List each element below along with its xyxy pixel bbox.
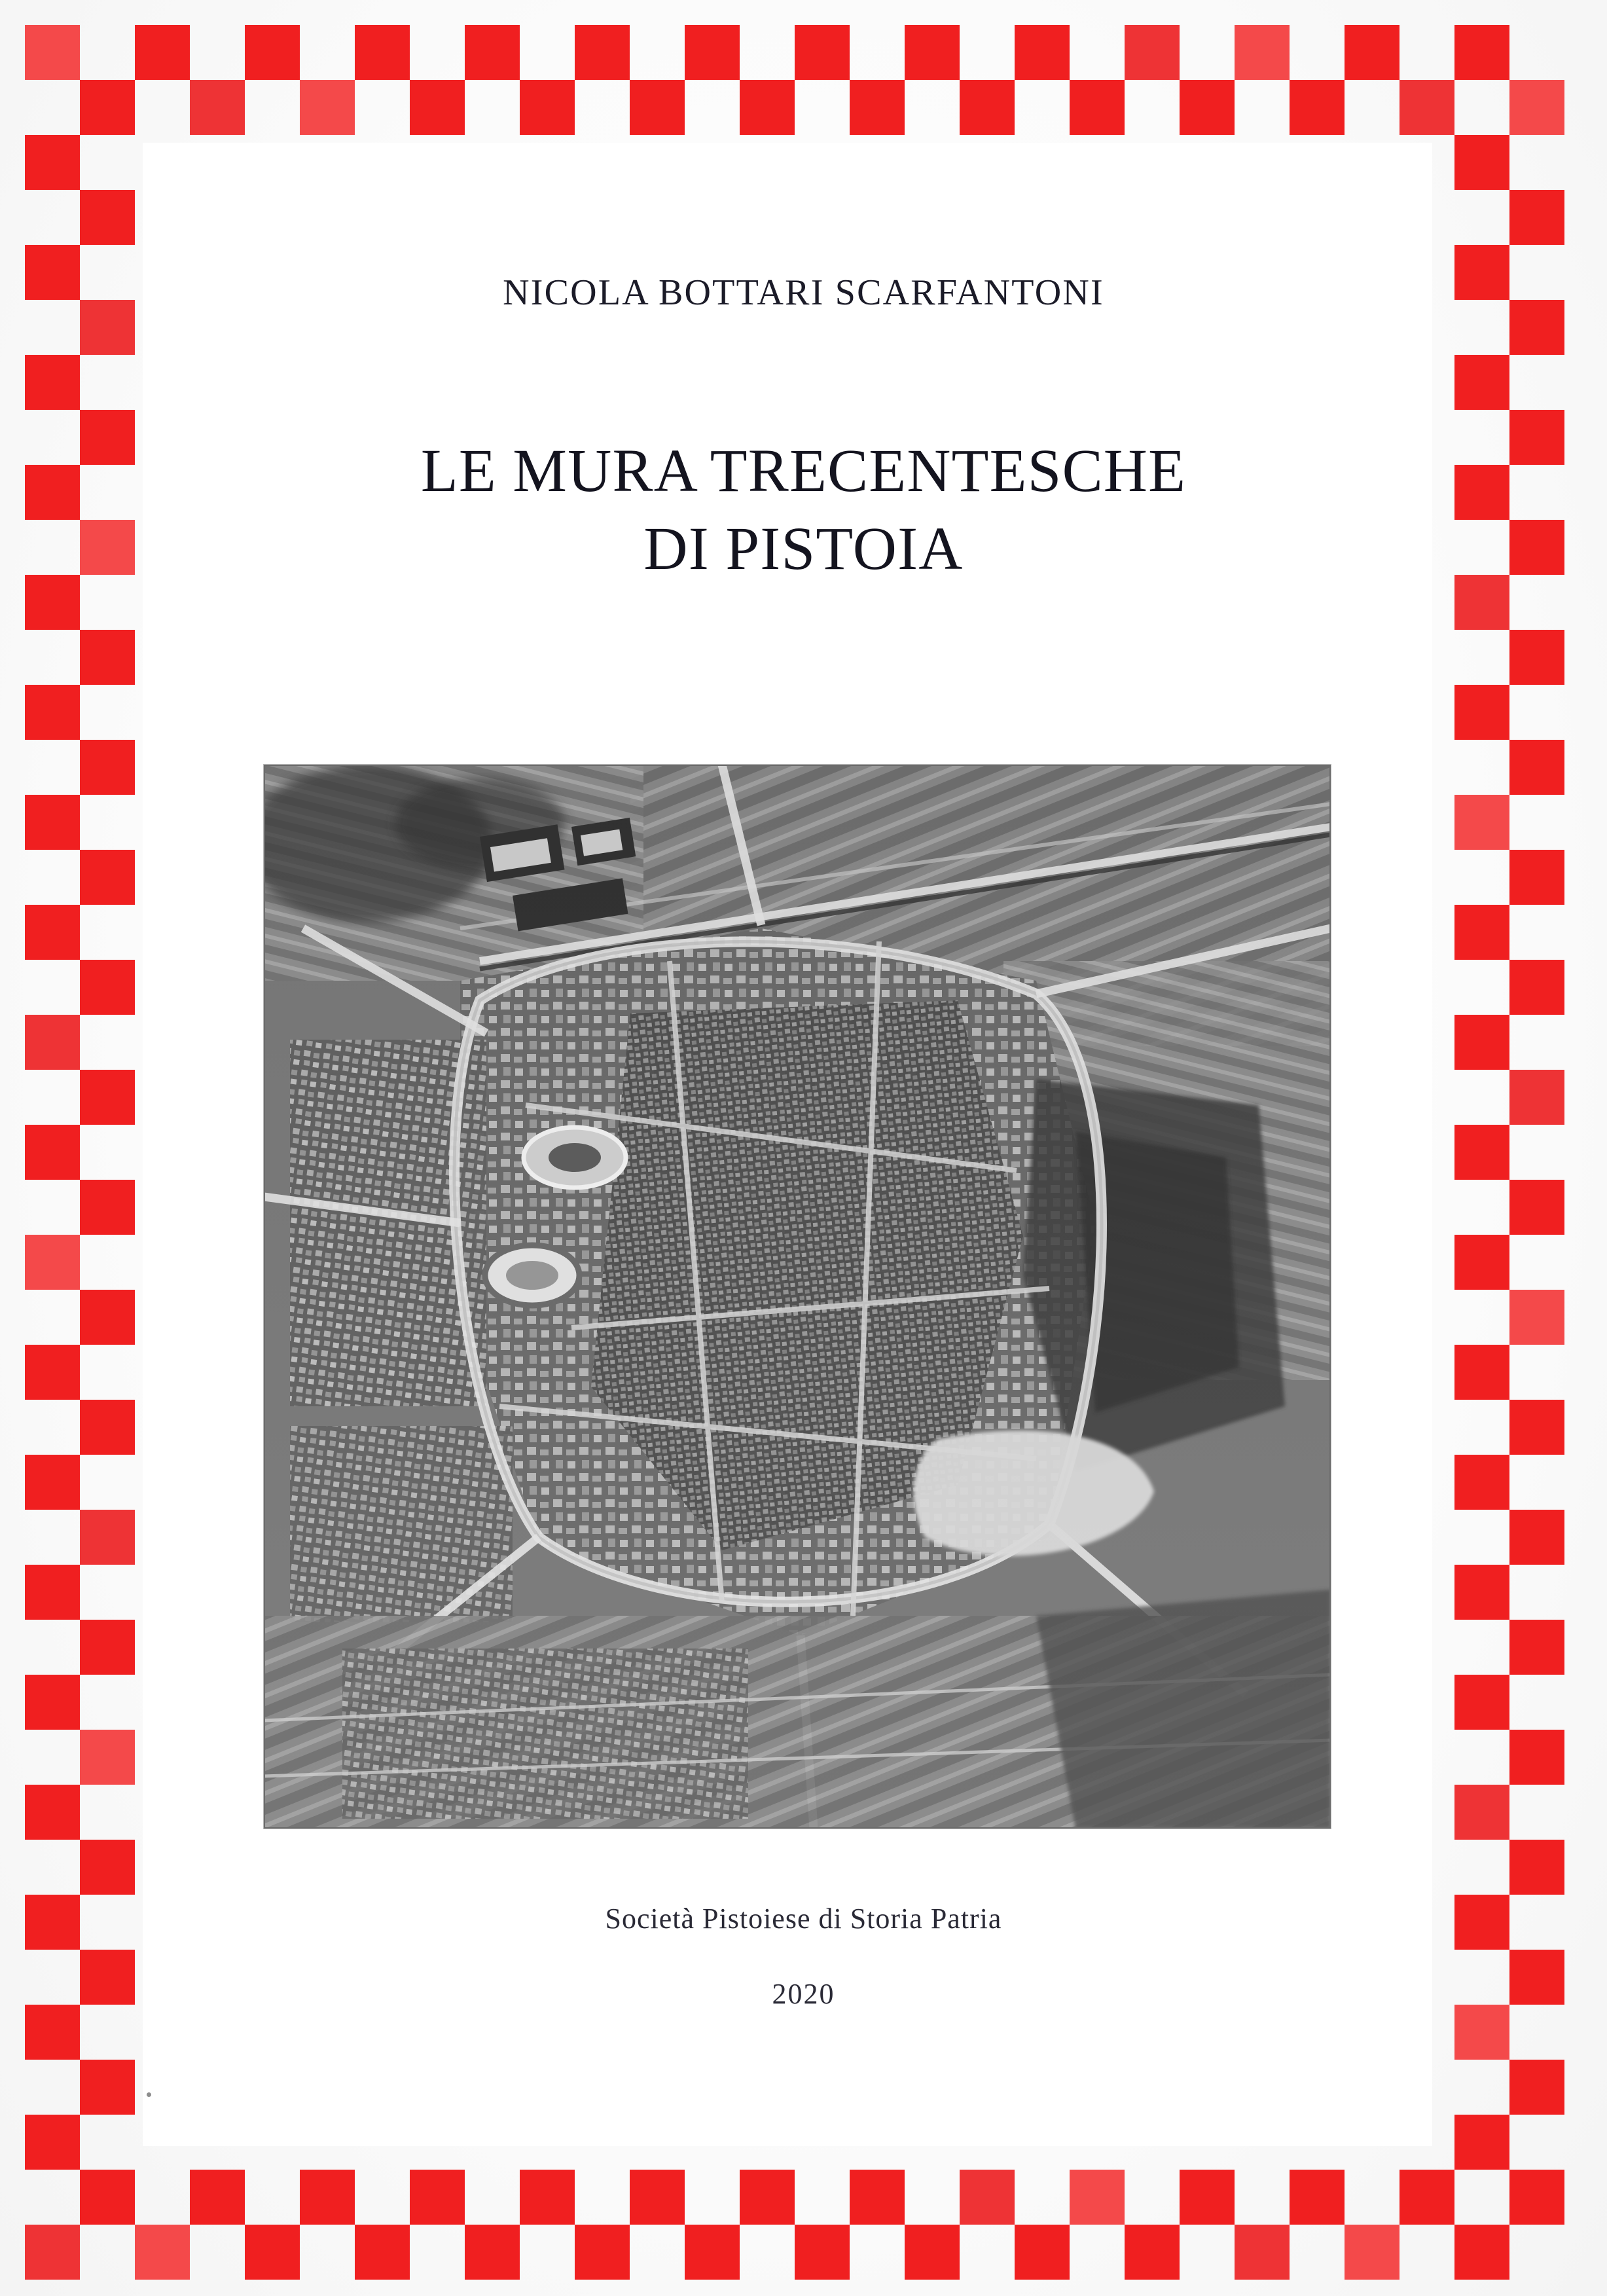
- border-square: [355, 2225, 410, 2280]
- border-square: [25, 1015, 80, 1070]
- publisher-name: Società Pistoiese di Storia Patria: [605, 1903, 1002, 1935]
- border-square: [1180, 2170, 1235, 2225]
- border-square: [905, 25, 960, 80]
- title-line-1: LE MURA TRECENTESCHE: [420, 437, 1187, 505]
- border-square: [685, 25, 740, 80]
- border-square: [1454, 795, 1509, 850]
- border-square: [850, 2170, 905, 2225]
- border-square: [25, 1455, 80, 1510]
- border-square: [25, 1565, 80, 1620]
- border-square: [80, 740, 135, 795]
- border-square: [1509, 1180, 1564, 1235]
- border-square: [1454, 355, 1509, 410]
- border-square: [300, 80, 355, 135]
- border-square: [960, 2170, 1015, 2225]
- border-square: [1509, 630, 1564, 685]
- border-square: [1509, 1620, 1564, 1675]
- border-square: [25, 2115, 80, 2170]
- border-square: [630, 2170, 685, 2225]
- border-square: [1454, 1675, 1509, 1730]
- border-square: [1454, 1235, 1509, 1290]
- border-square: [25, 25, 80, 80]
- border-square: [25, 1345, 80, 1400]
- border-square: [25, 1785, 80, 1840]
- border-square: [1509, 1290, 1564, 1345]
- border-square: [245, 2225, 300, 2280]
- border-square: [1345, 2225, 1399, 2280]
- border-square: [630, 80, 685, 135]
- border-square: [1509, 2060, 1564, 2115]
- border-square: [465, 25, 520, 80]
- border-square: [1070, 2170, 1125, 2225]
- border-square: [1509, 2170, 1564, 2225]
- publication-year: 2020: [772, 1978, 835, 2010]
- border-square: [1509, 960, 1564, 1015]
- border-square: [1454, 2115, 1509, 2170]
- border-square: [80, 1290, 135, 1345]
- border-square: [1454, 1455, 1509, 1510]
- border-square: [80, 1840, 135, 1895]
- border-square: [80, 1400, 135, 1455]
- border-square: [1454, 1565, 1509, 1620]
- border-square: [1509, 190, 1564, 245]
- border-square: [1509, 1730, 1564, 1785]
- border-square: [25, 1675, 80, 1730]
- border-square: [245, 25, 300, 80]
- border-square: [1180, 80, 1235, 135]
- border-square: [1509, 740, 1564, 795]
- border-square: [1070, 80, 1125, 135]
- border-square: [960, 80, 1015, 135]
- border-square: [1509, 1840, 1564, 1895]
- border-square: [1454, 1125, 1509, 1180]
- border-square: [80, 1730, 135, 1785]
- border-square: [575, 25, 630, 80]
- border-square: [25, 1235, 80, 1290]
- border-square: [1509, 850, 1564, 905]
- border-square: [80, 2060, 135, 2115]
- border-square: [1509, 1510, 1564, 1565]
- border-square: [135, 2225, 190, 2280]
- border-square: [190, 80, 245, 135]
- border-square: [25, 795, 80, 850]
- cover-photograph: [264, 765, 1331, 1829]
- aerial-photo-graphic: [264, 765, 1331, 1829]
- border-square: [1399, 80, 1454, 135]
- author-name: NICOLA BOTTARI SCARFANTONI: [503, 272, 1104, 313]
- border-square: [80, 850, 135, 905]
- border-square: [25, 905, 80, 960]
- border-square: [1509, 80, 1564, 135]
- border-square: [25, 1125, 80, 1180]
- scan-speck: [147, 2092, 151, 2097]
- border-square: [905, 2225, 960, 2280]
- border-square: [850, 80, 905, 135]
- border-square: [465, 2225, 520, 2280]
- border-square: [575, 2225, 630, 2280]
- border-square: [135, 25, 190, 80]
- border-square: [355, 25, 410, 80]
- border-square: [1290, 2170, 1345, 2225]
- border-square: [190, 2170, 245, 2225]
- border-square: [1454, 2005, 1509, 2060]
- border-square: [1125, 25, 1180, 80]
- border-square: [1509, 1400, 1564, 1455]
- page-title: [0, 432, 1607, 588]
- border-square: [80, 1620, 135, 1675]
- border-square: [410, 2170, 465, 2225]
- border-square: [80, 960, 135, 1015]
- border-square: [80, 630, 135, 685]
- border-square: [25, 135, 80, 190]
- border-square: [80, 1180, 135, 1235]
- border-square: [1015, 2225, 1070, 2280]
- border-square: [520, 80, 575, 135]
- border-square: [1509, 1070, 1564, 1125]
- border-square: [1454, 1785, 1509, 1840]
- border-square: [25, 685, 80, 740]
- border-square: [1454, 685, 1509, 740]
- border-square: [740, 2170, 795, 2225]
- border-square: [740, 80, 795, 135]
- border-square: [520, 2170, 575, 2225]
- border-square: [1290, 80, 1345, 135]
- border-square: [1125, 2225, 1180, 2280]
- border-square: [1454, 1015, 1509, 1070]
- border-square: [300, 2170, 355, 2225]
- border-square: [80, 1510, 135, 1565]
- border-square: [1454, 905, 1509, 960]
- border-square: [25, 2225, 80, 2280]
- border-square: [80, 2170, 135, 2225]
- border-square: [80, 190, 135, 245]
- border-square: [1454, 2225, 1509, 2280]
- border-square: [25, 355, 80, 410]
- border-square: [795, 25, 850, 80]
- border-square: [1454, 135, 1509, 190]
- border-square: [685, 2225, 740, 2280]
- border-square: [80, 80, 135, 135]
- border-square: [80, 1070, 135, 1125]
- border-square: [1454, 1345, 1509, 1400]
- border-square: [1345, 25, 1399, 80]
- border-square: [1015, 25, 1070, 80]
- border-square: [1235, 25, 1290, 80]
- border-square: [795, 2225, 850, 2280]
- border-square: [410, 80, 465, 135]
- border-square: [1399, 2170, 1454, 2225]
- border-square: [1454, 25, 1509, 80]
- title-line-2: DI PISTOIA: [643, 515, 964, 583]
- border-square: [25, 2005, 80, 2060]
- border-square: [1235, 2225, 1290, 2280]
